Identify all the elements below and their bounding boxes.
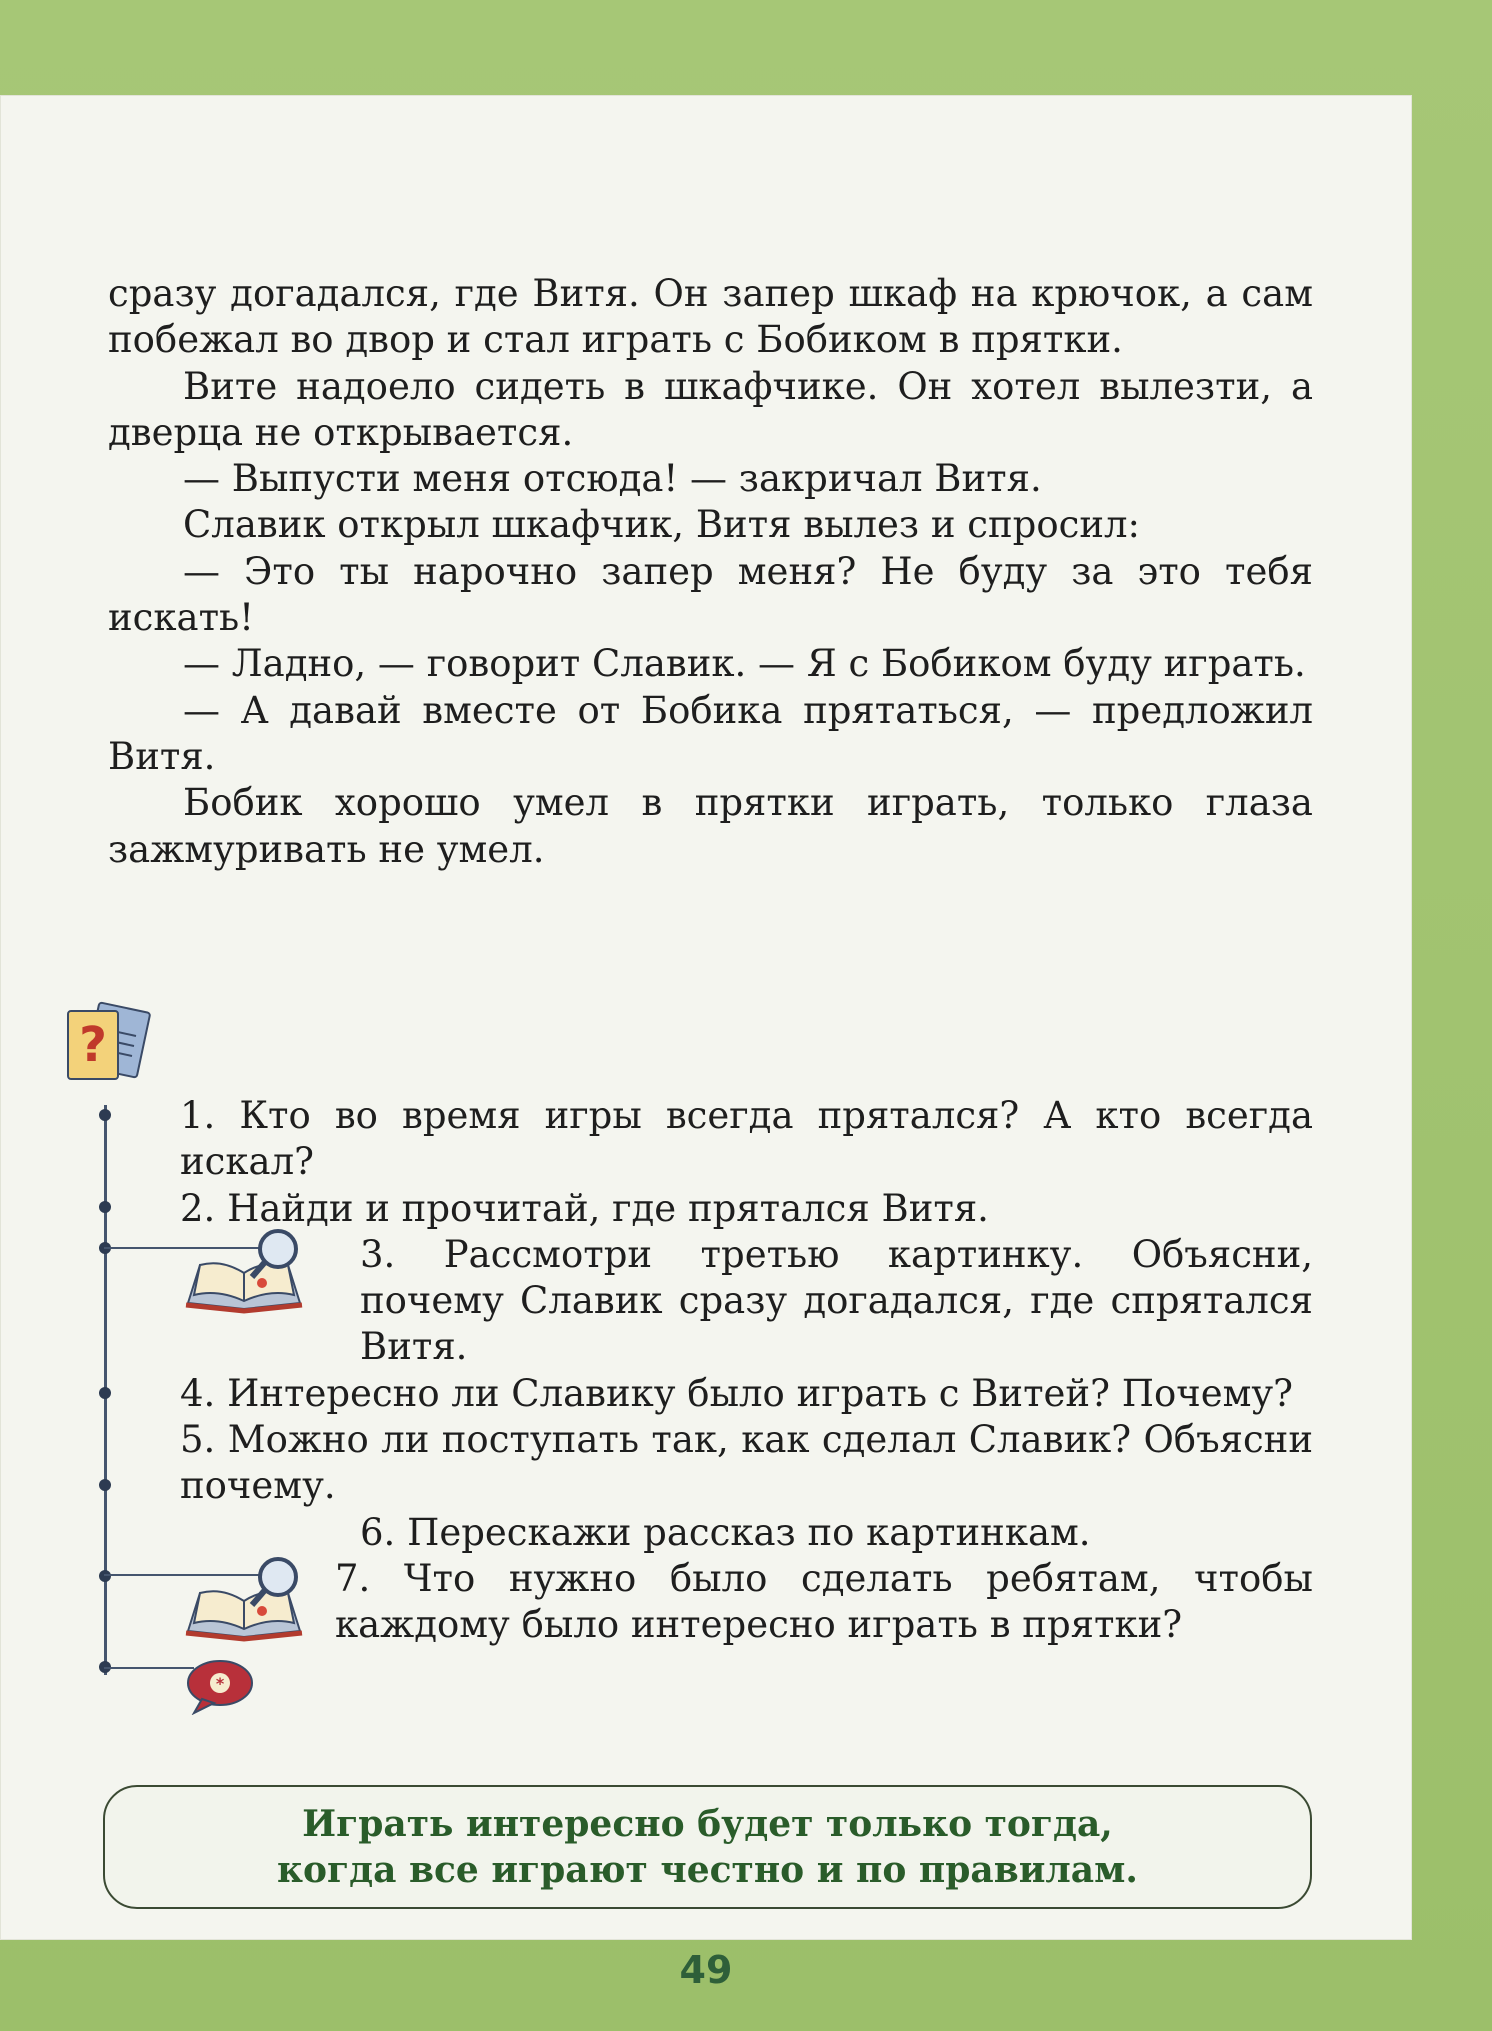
- story-paragraph-7: — А давай вместе от Бобика прятаться, — предложил Витя.: [108, 688, 1313, 778]
- story-paragraph-6: — Ладно, — говорит Славик. — Я с Бобиком буду играть.: [183, 642, 1306, 686]
- question-3: 3. Рассмотри третью картинку. Объясни, почему Славик сразу догадался, где спрятался Витя.: [360, 1232, 1313, 1369]
- svg-text:?: ?: [79, 1017, 107, 1073]
- questions-list: [180, 1093, 1313, 1649]
- page-number: 49: [679, 1948, 733, 1992]
- question-7: 7. Что нужно было сделать ребятам, чтобы каждому было интересно играть в прятки?: [335, 1556, 1313, 1647]
- question-mark-icon: [60, 1001, 160, 1091]
- bullet-dot: [99, 1109, 111, 1121]
- rule-callout-box: [103, 1785, 1312, 1909]
- question-1: 1. Кто во время игры всегда прятался? А кто всегда искал?: [180, 1094, 1313, 1184]
- bullet-dot: [99, 1201, 111, 1213]
- bullet-dot: [99, 1570, 111, 1582]
- rule-line-1: Играть интересно будет только тогда,: [302, 1803, 1113, 1845]
- rule-line-2: когда все играют честно и по правилам.: [277, 1849, 1138, 1891]
- svg-text:*: *: [215, 1674, 225, 1693]
- story-paragraph-3: — Выпусти меня отсюда! — закричал Витя.: [183, 457, 1042, 501]
- question-5: 5. Можно ли поступать так, как сделал Славик? Объясни почему.: [180, 1418, 1313, 1508]
- question-6: 6. Перескажи рассказ по картинкам.: [360, 1510, 1091, 1554]
- book-page: [0, 95, 1412, 1940]
- story-paragraph-8: Бобик хорошо умел в прятки играть, только глаза зажмуривать не умел.: [108, 781, 1313, 871]
- story-paragraph-5: — Это ты нарочно запер меня? Не буду за это тебя искать!: [108, 549, 1313, 640]
- bullet-dot: [99, 1479, 111, 1491]
- story-paragraph-1: сразу догадался, где Витя. Он запер шкаф на крючок, а сам побежал во двор и стал играть с Бобиком в прятки.: [108, 272, 1313, 362]
- story-paragraph-4: Славик открыл шкафчик, Витя вылез и спросил:: [183, 503, 1140, 547]
- question-2: 2. Найди и прочитай, где прятался Витя.: [180, 1186, 989, 1230]
- bullet-dot: [99, 1387, 111, 1399]
- question-4: 4. Интересно ли Славику было играть с Витей? Почему?: [180, 1371, 1293, 1415]
- story-paragraph-2: Вите надоело сидеть в шкафчике. Он хотел вылезти, а дверца не открывается.: [108, 364, 1313, 454]
- story-text: [108, 271, 1313, 873]
- speech-bubble-icon: [180, 1655, 260, 1715]
- rule-text: [105, 1801, 1310, 1893]
